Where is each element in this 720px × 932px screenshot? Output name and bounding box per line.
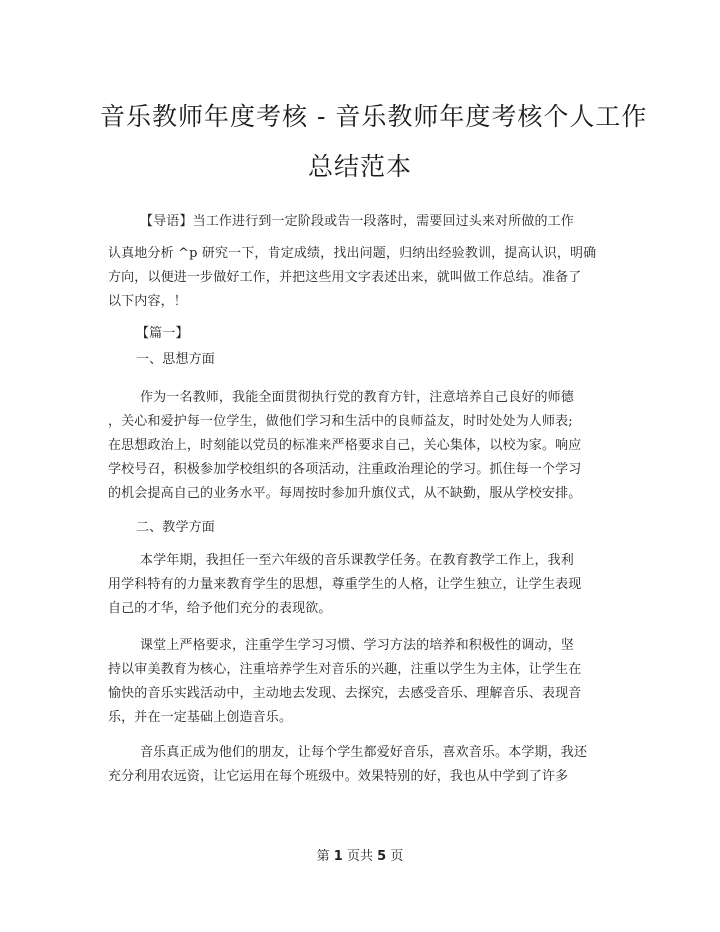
section-1-paragraph [108, 386, 593, 506]
section-1-heading: 一、思想方面 [136, 352, 215, 367]
part-label-block [108, 322, 593, 346]
footer-prefix: 第 [316, 849, 330, 864]
footer-middle: 页共 [346, 849, 373, 864]
section-2-line: 课堂上严格要求，注重学生学习习惯、学习方法的培养和积极性的调动，坚 [140, 638, 574, 653]
section-heading-2 [108, 516, 593, 540]
section-2-paragraph-1 [108, 549, 593, 621]
intro-line: 认真地分析 ^p 研究一下，肯定成绩，找出问题，归纳出经验教训，提高认识，明确 [108, 246, 597, 261]
section-2-paragraph-2 [108, 634, 593, 730]
page-footer [0, 848, 720, 866]
intro-line: 【导语】当工作进行到一定阶段或告一段落时，需要回过头来对所做的工作 [140, 214, 574, 229]
section-2-line: 愉快的音乐实践活动中，主动地去发现、去探究，去感受音乐、理解音乐、表现音 [108, 686, 582, 701]
title-line-2: 总结范本 [307, 152, 412, 181]
document-title [100, 92, 648, 192]
intro-paragraph [108, 210, 597, 314]
section-1-line: 的机会提高自己的业务水平。每周按时参加升旗仪式，从不缺勤，服从学校安排。 [108, 486, 582, 501]
section-2-heading: 二、教学方面 [136, 520, 215, 535]
section-1-line: ，关心和爱护每一位学生，做他们学习和生活中的良师益友，时时处处为人师表; [108, 414, 573, 429]
title-line-1: 音乐教师年度考核 - 音乐教师年度考核个人工作 [100, 102, 648, 131]
intro-line: 以下内容，！ [108, 294, 187, 309]
total-pages-number: 5 [377, 849, 387, 864]
part-label: 【篇一】 [136, 326, 189, 341]
section-2-line: 用学科特有的力量来教育学生的思想，尊重学生的人格，让学生独立，让学生表现 [108, 577, 582, 592]
section-2-line: 音乐真正成为他们的朋友，让每个学生都爱好音乐，喜欢音乐。本学期，我还 [140, 745, 588, 760]
section-2-line: 持以审美教育为核心，注重培养学生对音乐的兴趣，注重以学生为主体，让学生在 [108, 662, 582, 677]
section-2-paragraph-3 [108, 741, 593, 789]
section-1-line: 学校号召，积极参加学校组织的各项活动，注重政治理论的学习。抓住每一个学习 [108, 462, 582, 477]
current-page-number: 1 [333, 849, 343, 864]
section-2-line: 本学年期，我担任一至六年级的音乐课教学任务。在教育教学工作上，我利 [140, 553, 574, 568]
section-1-line: 在思想政治上，时刻能以党员的标准来严格要求自己，关心集体，以校为家。响应 [108, 438, 582, 453]
section-heading-1 [108, 348, 593, 372]
section-2-line: 自己的才华，给予他们充分的表现欲。 [108, 601, 332, 616]
section-1-line: 作为一名教师，我能全面贯彻执行党的教育方针，注意培养自己良好的师德 [140, 390, 574, 405]
footer-suffix: 页 [390, 849, 404, 864]
intro-line: 方向，以便进一步做好工作，并把这些用文字表述出来，就叫做工作总结。准备了 [108, 270, 582, 285]
section-2-line: 充分利用农远资，让它运用在每个班级中。效果特别的好，我也从中学到了许多 [108, 769, 569, 784]
section-2-line: 乐，并在一定基础上创造音乐。 [108, 710, 293, 725]
